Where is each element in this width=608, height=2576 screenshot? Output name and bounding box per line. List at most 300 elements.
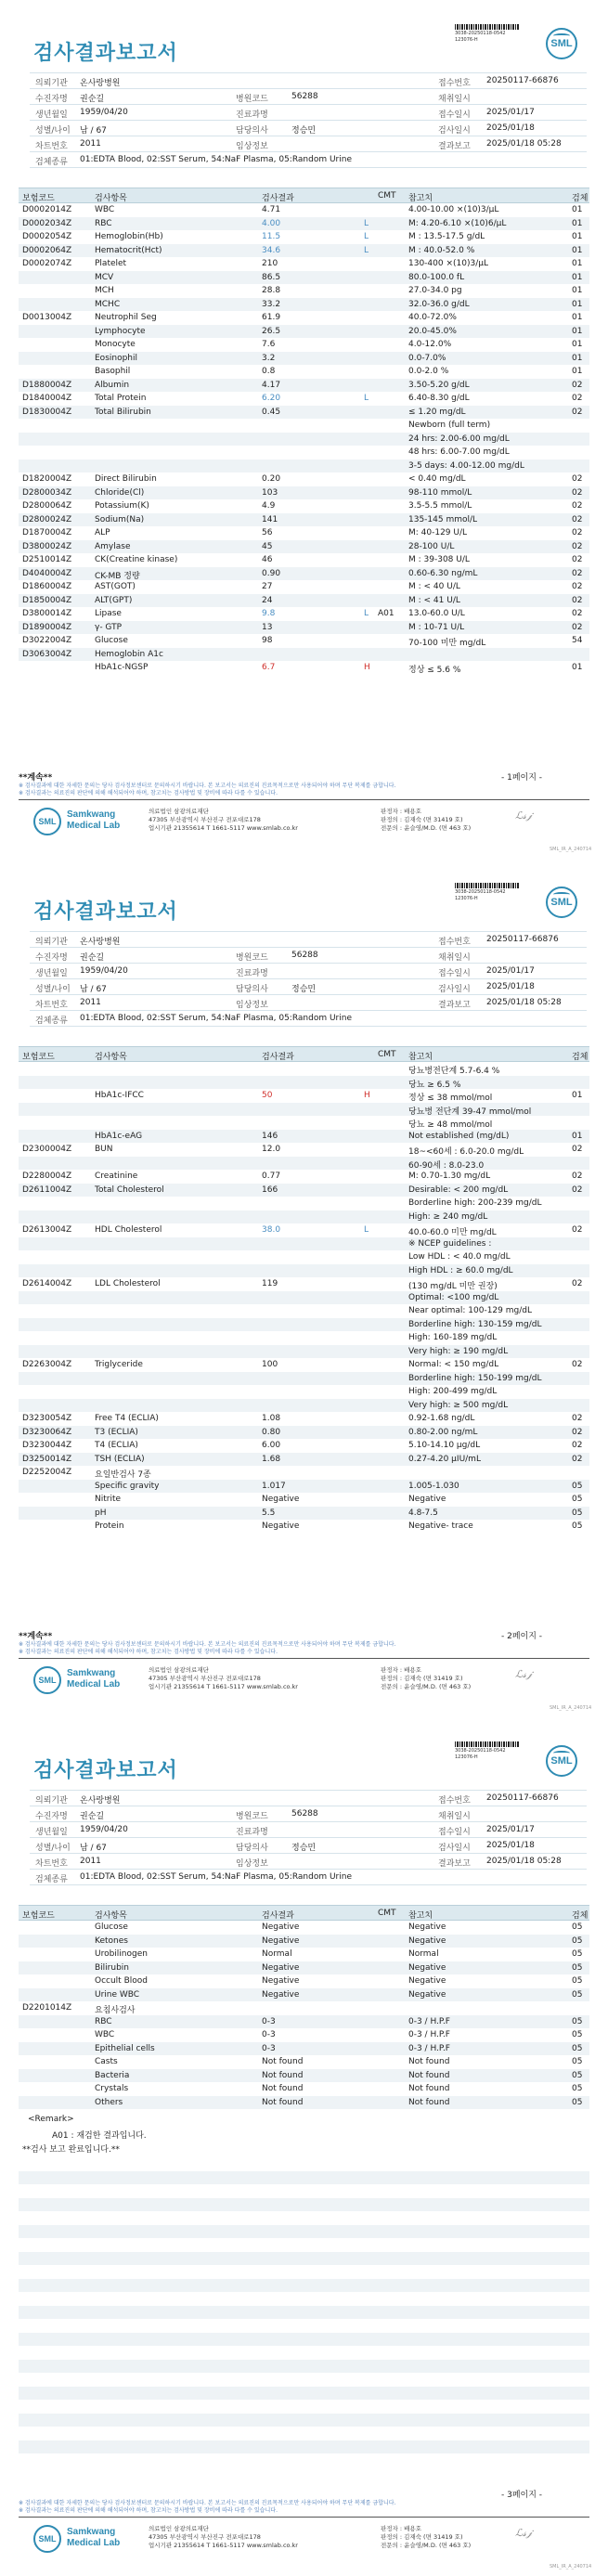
test-item: 요침사검사 — [95, 2006, 136, 2015]
info-value: 남 / 67 — [80, 985, 107, 994]
test-result: 13 — [262, 622, 273, 632]
info-label: 접수번호 — [438, 79, 471, 88]
table-row — [19, 217, 589, 231]
test-item: Amylase — [95, 541, 131, 551]
column-header: 검사항목 — [95, 1911, 127, 1921]
table-row — [19, 433, 589, 447]
table-body — [19, 1062, 589, 1534]
test-result: 4.00 — [262, 218, 281, 228]
specimen-code: 01 — [572, 218, 583, 228]
table-row — [19, 1439, 589, 1453]
blank-row — [19, 2238, 589, 2252]
insurance-code: D2510014Z — [22, 555, 72, 564]
reference-range: 3.5-5.5 mmol/L — [408, 501, 472, 511]
test-result: 9.8 — [262, 609, 276, 618]
info-label: 의뢰기관 — [35, 1796, 68, 1806]
test-item: Others — [95, 2097, 123, 2107]
table-row — [19, 2001, 589, 2015]
info-label: 담당의사 — [236, 126, 268, 136]
info-value: 2025/01/17 — [486, 966, 535, 976]
company-name-line1: Samkwang — [67, 1668, 116, 1678]
result-flag: H — [364, 663, 370, 672]
insurance-code: D4040004Z — [22, 568, 72, 578]
test-item: BUN — [95, 1145, 113, 1154]
remark-title: <Remark> — [28, 2115, 74, 2124]
page-number: - 1페이지 - — [501, 773, 543, 783]
table-row — [19, 553, 589, 567]
samkwang-logo — [33, 806, 122, 837]
insurance-code: D1880004Z — [22, 380, 72, 390]
info-row — [30, 1854, 587, 1870]
info-row — [30, 964, 587, 979]
info-row — [30, 73, 587, 89]
column-header: 검사항목 — [95, 1053, 127, 1062]
barcode — [455, 24, 520, 44]
insurance-code: D2800064Z — [22, 501, 72, 511]
test-item: Occult Blood — [95, 1976, 148, 1986]
report-complete: **검사 보고 완료입니다.** — [22, 2145, 120, 2155]
reference-range: < 0.40 mg/dL — [408, 474, 466, 484]
specimen-code: 02 — [572, 407, 583, 417]
info-label: 접수일시 — [438, 969, 471, 978]
specimen-code: 02 — [572, 568, 583, 578]
insurance-code: D1830004Z — [22, 407, 72, 417]
barcode-bars — [455, 24, 520, 30]
table-row — [19, 648, 589, 662]
reference-range: Very high: ≥ 500 mg/dL — [408, 1400, 509, 1410]
company-name — [67, 1668, 120, 1690]
reference-range: Negative — [408, 1962, 446, 1973]
table-header — [19, 188, 589, 203]
test-item: Neutrophil Seg — [95, 313, 157, 322]
company-name-line1: Samkwang — [67, 809, 116, 820]
signatory-line: 판정의 : 김재숙 (면 31419 호) — [381, 2533, 463, 2541]
specimen-code: 02 — [572, 1225, 583, 1235]
reference-range: 135-145 mmol/L — [408, 514, 478, 524]
test-result: 34.6 — [262, 245, 281, 255]
test-item: Triglyceride — [95, 1360, 143, 1369]
report-title: 검사결과보고서 — [33, 42, 178, 65]
reference-range: 40.0-72.0% — [408, 313, 457, 322]
info-label: 채취일시 — [438, 953, 471, 963]
info-value: 남 / 67 — [80, 126, 107, 136]
reference-range: 4.8-7.5 — [408, 1508, 438, 1518]
address-line: 의료법인 삼광의료재단 — [149, 1666, 209, 1674]
test-item: Urine WBC — [95, 1989, 140, 2000]
reference-range: 60-90세 : 8.0-23.0 — [408, 1160, 485, 1171]
address-line: 업시기관 21355614 T 1661-5117 www.smlab.co.kr — [149, 2542, 298, 2549]
specimen-code: 02 — [572, 528, 583, 537]
table-row — [19, 1170, 589, 1184]
specimen-code: 05 — [572, 2070, 583, 2080]
test-result: 0.90 — [262, 568, 281, 578]
report-page — [0, 1717, 608, 2576]
barcode — [455, 1741, 520, 1761]
insurance-code: D2614004Z — [22, 1279, 72, 1288]
test-item: Casts — [95, 2057, 118, 2066]
test-result: 210 — [262, 259, 278, 268]
table-row — [19, 1948, 589, 1961]
column-header: 검체 — [572, 1053, 589, 1062]
table-row — [19, 203, 589, 217]
company-name-line2: Medical Lab — [67, 2538, 121, 2548]
table-row — [19, 580, 589, 594]
company-name — [67, 809, 120, 832]
test-result: 28.8 — [262, 286, 281, 295]
continue-label: **계속** — [19, 1632, 53, 1641]
reference-range: 98-110 mmol/L — [408, 487, 472, 498]
specimen-code: 02 — [572, 474, 583, 484]
test-result: 12.0 — [262, 1145, 281, 1154]
table-row — [19, 594, 589, 608]
insurance-code: D2300004Z — [22, 1145, 72, 1154]
insurance-code: D3250014Z — [22, 1454, 72, 1464]
reference-range: Borderline high: 130-159 mg/dL — [408, 1319, 542, 1329]
table-row — [19, 1426, 589, 1440]
blank-row — [19, 2184, 589, 2198]
info-label: 결과보고 — [438, 1001, 471, 1010]
test-result: Negative — [262, 1935, 300, 1946]
table-row — [19, 567, 589, 581]
insurance-code: D0002064Z — [22, 245, 72, 255]
table-row — [19, 1197, 589, 1210]
info-row — [30, 932, 587, 948]
info-value: 남 / 67 — [80, 1844, 107, 1853]
test-item: Creatinine — [95, 1171, 138, 1181]
reference-range: Normal — [408, 1949, 439, 1959]
blank-row — [19, 2306, 589, 2320]
table-row — [19, 2096, 589, 2110]
table-row — [19, 2028, 589, 2042]
table-row — [19, 607, 589, 621]
reference-range: 1.005-1.030 — [408, 1481, 459, 1491]
reference-range: Negative — [408, 1922, 446, 1932]
blank-row — [19, 2440, 589, 2454]
specimen-code: 05 — [572, 2097, 583, 2107]
test-item: LDL Cholesterol — [95, 1279, 161, 1288]
table-row — [19, 379, 589, 393]
specimen-types: 01:EDTA Blood, 02:SST Serum, 54:NaF Plasma, 05:Random Urine — [80, 155, 352, 164]
reference-range: Newborn (full term) — [408, 421, 491, 430]
test-result: 100 — [262, 1360, 278, 1369]
insurance-code: D1860004Z — [22, 582, 72, 591]
info-value: 권순길 — [80, 953, 105, 963]
reference-range: Very high: ≥ 190 mg/dL — [408, 1346, 509, 1356]
address-line: 업시기관 21355614 T 1661-5117 www.smlab.co.kr — [149, 1683, 298, 1690]
table-row — [19, 1264, 589, 1278]
signatories — [381, 808, 471, 833]
reference-range: High: ≥ 240 mg/dL — [408, 1211, 488, 1222]
signatory-line: 판정자 : 배용호 — [381, 2525, 421, 2532]
reference-range: 13.0-60.0 U/L — [408, 609, 465, 618]
specimen-code: 02 — [572, 1145, 583, 1154]
results-table — [19, 188, 589, 675]
address-line: 의료법인 삼광의료재단 — [149, 2525, 209, 2532]
specimen-code: 05 — [572, 2016, 583, 2026]
test-result: 1.08 — [262, 1414, 281, 1423]
blank-row — [19, 2265, 589, 2279]
table-row — [19, 1466, 589, 1480]
table-row — [19, 1237, 589, 1251]
test-item: pH — [95, 1508, 107, 1518]
table-row — [19, 1399, 589, 1413]
test-item: Free T4 (ECLIA) — [95, 1414, 159, 1423]
column-header: CMT — [378, 191, 396, 201]
test-result: 33.2 — [262, 299, 281, 309]
reference-range: 32.0-36.0 g/dL — [408, 299, 470, 309]
reference-range: M : < 41 U/L — [408, 595, 460, 605]
footer-divider — [19, 1658, 589, 1659]
test-item: Hemoglobin A1c — [95, 649, 163, 659]
info-value: 2025/01/18 05:28 — [486, 998, 562, 1007]
info-label: 담당의사 — [236, 985, 268, 994]
test-item: Basophil — [95, 367, 131, 376]
info-label: 접수일시 — [438, 110, 471, 120]
specimen-code: 05 — [572, 1521, 583, 1531]
test-item: MCHC — [95, 299, 121, 309]
footer-note-line: ※ 검사결과에 대한 자세한 문의는 당사 검사정보센터로 문의하시기 바랍니다. 본 보고서는 의료진의 진료목적으로만 사용되어야 하며 무단 복제를 금합니다. — [19, 2500, 396, 2506]
test-item: ALT(GPT) — [95, 595, 133, 605]
reference-range: 0-3 / H.P.F — [408, 2016, 450, 2026]
reference-range: Borderline high: 200-239 mg/dL — [408, 1198, 542, 1208]
reference-range: Not found — [408, 2070, 450, 2080]
test-result: 0-3 — [262, 2043, 276, 2053]
info-row — [30, 89, 587, 105]
reference-range: 정상 ≤ 5.6 % — [408, 666, 461, 675]
table-row — [19, 1480, 589, 1494]
test-item: HbA1c-eAG — [95, 1131, 143, 1141]
specimen-code: 05 — [572, 1935, 583, 1946]
patient-info-table — [30, 72, 587, 168]
info-value: 정승민 — [291, 126, 317, 136]
test-result: 146 — [262, 1131, 278, 1141]
specimen-code: 02 — [572, 501, 583, 511]
insurance-code: D2201014Z — [22, 2003, 72, 2013]
test-item: AST(GOT) — [95, 582, 136, 591]
test-result: 1.68 — [262, 1454, 281, 1464]
specimen-code: 01 — [572, 245, 583, 255]
specimen-code: 05 — [572, 1962, 583, 1973]
test-result: 61.9 — [262, 313, 281, 322]
reference-range: 0.0-2.0 % — [408, 367, 449, 376]
specimen-code: 54 — [572, 636, 583, 645]
report-page — [0, 859, 608, 1717]
info-label: 검사일시 — [438, 126, 471, 136]
insurance-code: D0002034Z — [22, 218, 72, 228]
specimen-code: 02 — [572, 514, 583, 524]
blank-row — [19, 2400, 589, 2414]
column-header: 참고치 — [408, 1053, 433, 1062]
specimen-code: 02 — [572, 1184, 583, 1195]
specimen-code: 02 — [572, 1171, 583, 1181]
table-row — [19, 1130, 589, 1144]
table-row — [19, 1345, 589, 1359]
table-row — [19, 1493, 589, 1507]
info-row — [30, 979, 587, 995]
test-item: HbA1c-NGSP — [95, 663, 149, 672]
insurance-code: D2280004Z — [22, 1171, 72, 1181]
reference-range: 0.27-4.20 μIU/mL — [408, 1454, 481, 1464]
insurance-code: D2263004Z — [22, 1360, 72, 1369]
info-value: 온사랑병원 — [80, 938, 121, 947]
reference-range: M : 39-308 U/L — [408, 555, 470, 564]
table-row — [19, 1921, 589, 1935]
reference-range: 6.40-8.30 g/dL — [408, 394, 470, 403]
test-result: 6.20 — [262, 394, 281, 403]
blank-row — [19, 2279, 589, 2293]
test-item: 요일반검사 7종 — [95, 1470, 151, 1480]
footer-divider — [19, 799, 589, 800]
reference-range: Not found — [408, 2084, 450, 2093]
info-label: 수진자명 — [35, 95, 68, 104]
info-label: 결과보고 — [438, 142, 471, 151]
info-value: 56288 — [291, 1809, 318, 1819]
column-header: 보험코드 — [22, 1911, 55, 1921]
specimen-code: 02 — [572, 1454, 583, 1464]
reference-range: 당뇨병 전단계 39-47 mmol/mol — [408, 1107, 532, 1117]
test-result: 5.5 — [262, 1508, 276, 1518]
specimen-code: 01 — [572, 313, 583, 322]
info-value: 2025/01/18 — [486, 1841, 535, 1850]
test-item: Protein — [95, 1521, 124, 1531]
specimen-code: 01 — [572, 272, 583, 282]
test-item: T4 (ECLIA) — [95, 1441, 138, 1450]
table-row — [19, 1520, 589, 1534]
signatory-line: 전문의 : 윤슬영/M.D. (면 463 호) — [381, 2542, 472, 2549]
insurance-code: D2800034Z — [22, 487, 72, 498]
reference-range: M : < 40 U/L — [408, 582, 460, 591]
sml-logo: SML — [546, 1745, 577, 1777]
insurance-code: D2252004Z — [22, 1468, 72, 1477]
test-item: Urobilinogen — [95, 1949, 148, 1959]
info-label: 차트번호 — [35, 1001, 68, 1010]
test-result: 3.2 — [262, 353, 276, 363]
specimen-code: 02 — [572, 609, 583, 618]
test-result: Negative — [262, 1922, 300, 1932]
table-row — [19, 2082, 589, 2096]
column-header: 보험코드 — [22, 194, 55, 203]
barcode-bars — [455, 883, 520, 888]
table-row — [19, 1961, 589, 1975]
reference-range: 3.50-5.20 g/dL — [408, 380, 470, 390]
specimen-code: 02 — [572, 1279, 583, 1288]
test-item: Total Bilirubin — [95, 407, 151, 417]
sml-logo-icon: SML — [33, 1666, 61, 1694]
specimen-code: 02 — [572, 622, 583, 632]
test-result: 6.7 — [262, 663, 276, 672]
table-row — [19, 244, 589, 258]
reference-range: 24 hrs: 2.00-6.00 mg/dL — [408, 434, 510, 444]
barcode-id: 3038-20250118-0542 — [455, 31, 506, 36]
info-value: 2025/01/18 05:28 — [486, 1857, 562, 1866]
test-item: CK(Creatine kinase) — [95, 555, 178, 564]
test-result: Not found — [262, 2057, 304, 2066]
reference-range: 5.10-14.10 μg/dL — [408, 1441, 481, 1450]
info-label: 임상정보 — [236, 1001, 268, 1010]
info-label: 생년월일 — [35, 969, 68, 978]
info-value: 2011 — [80, 1857, 101, 1866]
test-item: RBC — [95, 2016, 112, 2026]
table-row — [19, 486, 589, 500]
company-address — [149, 808, 298, 833]
test-item: Total Cholesterol — [95, 1184, 164, 1195]
table-row — [19, 1250, 589, 1264]
info-value: 2011 — [80, 998, 101, 1007]
info-label: 병원코드 — [236, 1812, 268, 1821]
reference-range: 28-100 U/L — [408, 541, 455, 551]
table-row — [19, 1062, 589, 1076]
test-result: 56 — [262, 528, 273, 537]
form-number: SML_IR_A_240714 — [550, 1705, 592, 1711]
results-table — [19, 1046, 589, 1534]
form-number: SML_IR_A_240714 — [550, 2564, 592, 2570]
reference-range: Not found — [408, 2057, 450, 2066]
table-row — [19, 1331, 589, 1345]
info-row — [30, 995, 587, 1011]
info-label: 채취일시 — [438, 1812, 471, 1821]
info-value: 온사랑병원 — [80, 1796, 121, 1806]
reference-range: Negative — [408, 1989, 446, 2000]
specimen-code: 05 — [572, 1481, 583, 1491]
insurance-code: D3230054Z — [22, 1414, 72, 1423]
barcode-sub: 123076-H — [455, 1754, 478, 1760]
test-item: Platelet — [95, 259, 127, 268]
table-row — [19, 325, 589, 339]
info-label: 채취일시 — [438, 95, 471, 104]
info-row — [30, 948, 587, 964]
barcode-id: 3038-20250118-0542 — [455, 1748, 506, 1754]
insurance-code: D3022004Z — [22, 636, 72, 645]
specimen-code: 05 — [572, 1495, 583, 1504]
footer-divider — [19, 2517, 589, 2518]
report-page — [0, 0, 608, 859]
test-item: WBC — [95, 2030, 115, 2039]
reference-range: 4.00-10.00 ×(10)3/μL — [408, 205, 499, 214]
reference-range: Not established (mg/dL) — [408, 1131, 510, 1141]
barcode-bars — [455, 1741, 520, 1747]
address-line: 47305 부산광역시 부산진구 전포대로178 — [149, 816, 261, 823]
signatory-line: 판정자 : 배용호 — [381, 1666, 421, 1674]
insurance-code: D3800024Z — [22, 541, 72, 551]
reference-range: 0.80-2.00 ng/mL — [408, 1427, 478, 1437]
specimen-code: 01 — [572, 286, 583, 295]
test-item: Sodium(Na) — [95, 514, 145, 524]
reference-range: 0-3 / H.P.F — [408, 2043, 450, 2053]
reference-range: 0.0-7.0% — [408, 353, 446, 363]
test-result: 7.6 — [262, 340, 276, 349]
blank-row — [19, 2252, 589, 2266]
test-result: 4.17 — [262, 380, 281, 390]
info-label: 성별/나이 — [35, 1844, 71, 1853]
test-result: Not found — [262, 2084, 304, 2093]
footer-note-line: ※ 검사결과에 대한 자세한 문의는 당사 검사정보센터로 문의하시기 바랍니다. 본 보고서는 의료진의 진료목적으로만 사용되어야 하며 무단 복제를 금합니다. — [19, 1641, 396, 1648]
footer-note-line: ※ 검사결과는 의료진의 판단에 의해 해석되어야 하며, 참고치는 검사방법 및 장비에 따라 다를 수 있습니다. — [19, 1649, 278, 1655]
table-row — [19, 634, 589, 648]
info-label: 검체종류 — [35, 1875, 68, 1884]
specimen-code: 05 — [572, 2043, 583, 2053]
test-item: TSH (ECLIA) — [95, 1454, 145, 1464]
reference-range: High HDL : ≥ 60.0 mg/dL — [408, 1265, 513, 1275]
test-result: Negative — [262, 1976, 300, 1986]
table-row — [19, 2042, 589, 2056]
table-row — [19, 2069, 589, 2083]
column-header: 검사결과 — [262, 1053, 294, 1062]
info-value: 56288 — [291, 951, 318, 960]
test-item: Albumin — [95, 380, 130, 390]
insurance-code: D3800014Z — [22, 609, 72, 618]
reference-range: 40.0-60.0 미만 mg/dL — [408, 1228, 497, 1237]
info-label: 의뢰기관 — [35, 938, 68, 947]
